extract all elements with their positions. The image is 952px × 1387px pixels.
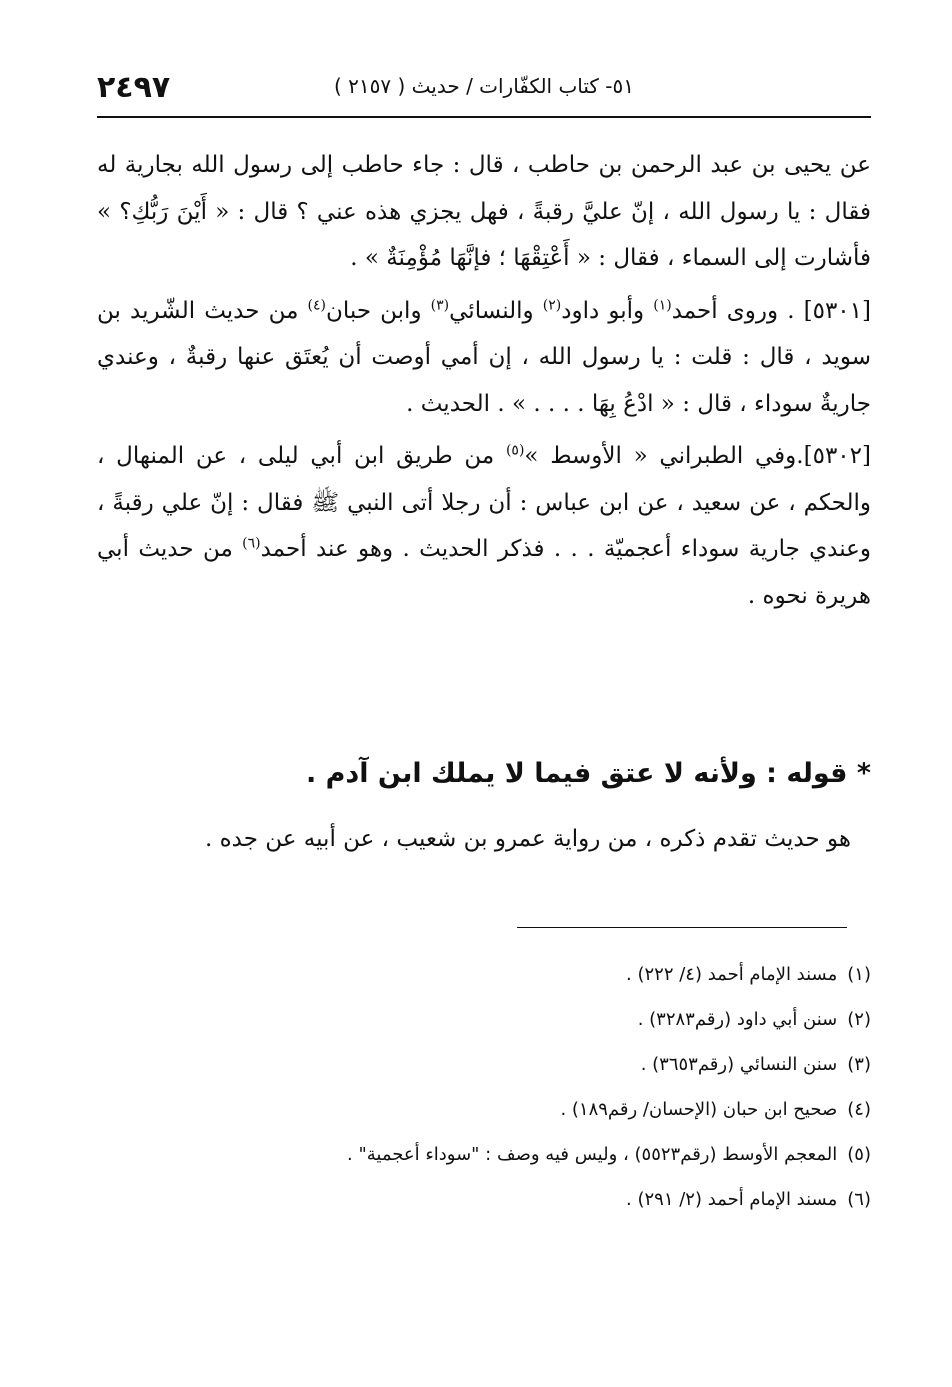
footnote-1	[97, 952, 871, 997]
text-run: وأبو داود	[561, 297, 654, 324]
paragraph-5302	[97, 433, 871, 619]
footnote-text: سنن النسائي (رقم٣٦٥٣) .	[640, 1054, 838, 1075]
hadith-number: [٥٣٠٢]	[803, 443, 871, 469]
footnote-text: مسند الإمام أحمد (٤/ ٢٢٢) .	[626, 964, 838, 985]
footnote-text: صحيح ابن حبان (الإحسان/ رقم١٨٩) .	[560, 1099, 838, 1120]
footnote-text: المعجم الأوسط (رقم٥٥٢٣) ، وليس فيه وصف : "سوداء أعجمية" .	[347, 1144, 838, 1165]
footnote-rule	[517, 927, 847, 928]
footnote-number: (٥)	[847, 1144, 871, 1165]
footnote-text: سنن أبي داود (رقم٣٢٨٣) .	[637, 1009, 838, 1030]
running-title: ٥١- كتاب الكفّارات / حديث ( ٢١٥٧ )	[333, 74, 635, 98]
footnote-ref-5: (٥)	[505, 442, 525, 459]
footnote-ref-3: (٣)	[430, 296, 450, 313]
footnote-ref-1: (١)	[653, 296, 672, 313]
hadith-number: [٥٣٠١]	[803, 297, 871, 324]
footnote-number: (٣)	[847, 1054, 871, 1075]
footnote-ref-6: (٦)	[242, 535, 261, 552]
footnote-number: (٢)	[847, 1009, 871, 1030]
footnote-number: (٤)	[847, 1099, 871, 1120]
text-run: .وفي الطبراني « الأوسط »	[524, 443, 804, 469]
footnotes	[97, 952, 871, 1222]
footnote-4	[97, 1087, 871, 1132]
section-answer: هو حديث تقدم ذكره ، من رواية عمرو بن شعيب ، عن أبيه عن جده .	[204, 826, 851, 852]
text-run: من حديث الشّريد بن سويد ، قال : قلت : يا رسول الله ، إن أمي أوصت أن يُعتَق عنها رقبةٌ ، وعندي جاريةٌ سوداء ، قال : « ادْعُ بِهَا . . . . » . الحديث .	[97, 297, 871, 417]
header-rule	[97, 116, 871, 118]
paragraph-1: عن يحيى بن عبد الرحمن بن حاطب ، قال : جاء حاطب إلى رسول الله بجارية له فقال : يا رسول الله ، إنّ عليَّ رقبةً ، فهل يجزي هذه عني ؟ قال : « أَيْنَ رَبُّكِ؟ » فأشارت إلى السماء ، فقال : « أَعْتِقْهَا ؛ فإنَّهَا مُؤْمِنَةٌ » .	[97, 152, 871, 271]
footnote-3	[97, 1042, 871, 1087]
page-header	[97, 62, 871, 114]
footnote-5	[97, 1132, 871, 1177]
text-run: من طريق ابن أبي ليلى ، عن المنهال ، والحكم ، عن سعيد ، عن ابن عباس : أن رجلا أتى النبي ﷺ فقال : إنّ علي رقبةً ، وعندي جارية سوداء أعجميّة . . . فذكر الحديث . وهو عند أحمد	[97, 443, 871, 562]
section-heading: * قوله : ولأنه لا عتق فيما لا يملك ابن آدم .	[305, 758, 871, 789]
paragraph-5301	[97, 288, 871, 428]
footnote-number: (٦)	[847, 1189, 871, 1210]
footnote-6	[97, 1177, 871, 1222]
footnote-text: مسند الإمام أحمد (٢/ ٢٩١) .	[626, 1189, 838, 1210]
footnote-2	[97, 997, 871, 1042]
text-run: والنسائي	[449, 297, 543, 324]
text-run: وابن حبان	[325, 297, 431, 324]
text-run: من حديث أبي هريرة نحوه .	[97, 536, 871, 609]
footnote-ref-4: (٤)	[307, 296, 326, 313]
footnote-ref-2: (٢)	[542, 296, 562, 313]
text-run: . وروى أحمد	[671, 297, 804, 324]
main-text	[97, 142, 871, 619]
page-number: ٢٤٩٧	[97, 70, 171, 105]
footnote-number: (١)	[847, 964, 871, 985]
